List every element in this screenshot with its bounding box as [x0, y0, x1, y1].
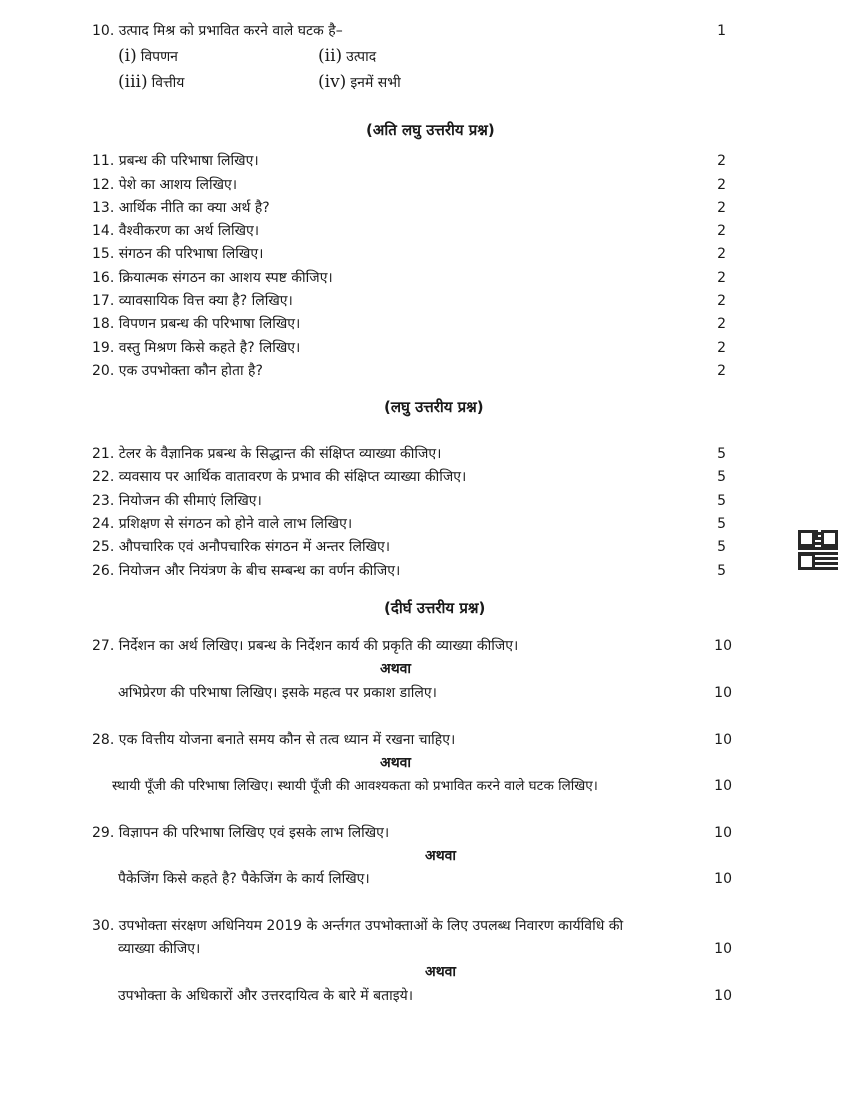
marks-q18: 2: [717, 316, 726, 332]
marks-q17: 2: [717, 293, 726, 309]
marks-q16: 2: [717, 270, 726, 286]
or-label-q27: अथवा: [380, 661, 412, 677]
question-29: 29. विज्ञापन की परिभाषा लिखिए एवं इसके लाभ लिखिए।: [92, 825, 390, 841]
marks-q21: 5: [717, 446, 726, 462]
question-19: 19. वस्तु मिश्रण किसे कहते है? लिखिए।: [92, 340, 301, 356]
marks-q28: 10: [714, 732, 732, 748]
question-15: 15. संगठन की परिभाषा लिखिए।: [92, 246, 264, 262]
section-heading-very-short: (अति लघु उत्तरीय प्रश्न): [366, 121, 495, 139]
option-iii: [118, 72, 184, 93]
marks-q20: 2: [717, 363, 726, 379]
question-20: 20. एक उपभोक्ता कौन होता है?: [92, 363, 263, 379]
question-13: 13. आर्थिक नीति का क्या अर्थ है?: [92, 200, 270, 216]
question-29-alt: पैकेजिंग किसे कहते है? पैकेजिंग के कार्य लिखिए।: [118, 871, 370, 887]
marks-q23: 5: [717, 493, 726, 509]
question-24: 24. प्रशिक्षण से संगठन को होने वाले लाभ लिखिए।: [92, 516, 353, 532]
marks-q27: 10: [714, 638, 732, 654]
question-11: 11. प्रबन्ध की परिभाषा लिखिए।: [92, 153, 259, 169]
or-label-q28: अथवा: [380, 755, 412, 771]
marks-q11: 2: [717, 153, 726, 169]
marks-q29-alt: 10: [714, 871, 732, 887]
marks-q19: 2: [717, 340, 726, 356]
question-10: 10. उत्पाद मिश्र को प्रभावित करने वाले घटक है–: [92, 23, 343, 39]
option-iv: [318, 72, 401, 93]
marks-q13: 2: [717, 200, 726, 216]
question-27-alt: अभिप्रेरण की परिभाषा लिखिए। इसके महत्व पर प्रकाश डालिए।: [118, 685, 437, 701]
section-heading-short: (लघु उत्तरीय प्रश्न): [384, 398, 484, 416]
question-22: 22. व्यवसाय पर आर्थिक वातावरण के प्रभाव की संक्षिप्त व्याख्या कीजिए।: [92, 469, 467, 485]
question-25: 25. औपचारिक एवं अनौपचारिक संगठन में अन्तर लिखिए।: [92, 539, 391, 555]
marks-q15: 2: [717, 246, 726, 262]
marks-q30-alt: 10: [714, 988, 732, 1004]
question-28-alt: स्थायी पूँजी की परिभाषा लिखिए। स्थायी पूँजी की आवश्यकता को प्रभावित करने वाले घटक लिखिए।: [112, 778, 598, 794]
option-iv-num: (iv): [318, 72, 347, 92]
marks-q27-alt: 10: [714, 685, 732, 701]
option-ii-num: (ii): [318, 46, 343, 66]
marks-q30: 10: [714, 941, 732, 957]
question-26: 26. नियोजन और नियंत्रण के बीच सम्बन्ध का वर्णन कीजिए।: [92, 563, 401, 579]
marks-q12: 2: [717, 177, 726, 193]
question-17: 17. व्यावसायिक वित्त क्या है? लिखिए।: [92, 293, 293, 309]
option-i-num: (i): [118, 46, 137, 66]
or-label-q29: अथवा: [425, 848, 457, 864]
option-iii-num: (iii): [118, 72, 148, 92]
marks-q22: 5: [717, 469, 726, 485]
question-30-line1: 30. उपभोक्ता संरक्षण अधिनियम 2019 के अर्न्तगत उपभोक्ताओं के लिए उपलब्ध निवारण कार्यविधि की: [92, 918, 624, 934]
marks-q24: 5: [717, 516, 726, 532]
marks-q25: 5: [717, 539, 726, 555]
marks-q29: 10: [714, 825, 732, 841]
question-12: 12. पेशे का आशय लिखिए।: [92, 177, 238, 193]
question-28: 28. एक वित्तीय योजना बनाते समय कौन से तत्व ध्यान में रखना चाहिए।: [92, 732, 456, 748]
question-16: 16. क्रियात्मक संगठन का आशय स्पष्ट कीजिए।: [92, 270, 333, 286]
marks-q26: 5: [717, 563, 726, 579]
question-21: 21. टेलर के वैज्ञानिक प्रबन्ध के सिद्धान्त की संक्षिप्त व्याख्या कीजिए।: [92, 446, 442, 462]
option-iii-label: वित्तीय: [151, 75, 185, 91]
option-ii: [318, 46, 376, 67]
marks-q28-alt: 10: [714, 778, 732, 794]
question-30-alt: उपभोक्ता के अधिकारों और उत्तरदायित्व के बारे में बताइये।: [118, 988, 414, 1004]
question-23: 23. नियोजन की सीमाएं लिखिए।: [92, 493, 262, 509]
qr-code-icon: [798, 530, 838, 570]
marks-q10: 1: [717, 23, 726, 39]
marks-q14: 2: [717, 223, 726, 239]
question-14: 14. वैश्वीकरण का अर्थ लिखिए।: [92, 223, 260, 239]
or-label-q30: अथवा: [425, 964, 457, 980]
option-i-label: विपणन: [140, 49, 178, 65]
question-18: 18. विपणन प्रबन्ध की परिभाषा लिखिए।: [92, 316, 301, 332]
section-heading-long: (दीर्घ उत्तरीय प्रश्न): [384, 599, 486, 617]
option-iv-label: इनमें सभी: [350, 75, 401, 91]
option-ii-label: उत्पाद: [346, 49, 377, 65]
question-30-line2: व्याख्या कीजिए।: [118, 941, 201, 957]
option-i: [118, 46, 178, 67]
question-27: 27. निर्देशन का अर्थ लिखिए। प्रबन्ध के निर्देशन कार्य की प्रकृति की व्याख्या कीजिए।: [92, 638, 519, 654]
